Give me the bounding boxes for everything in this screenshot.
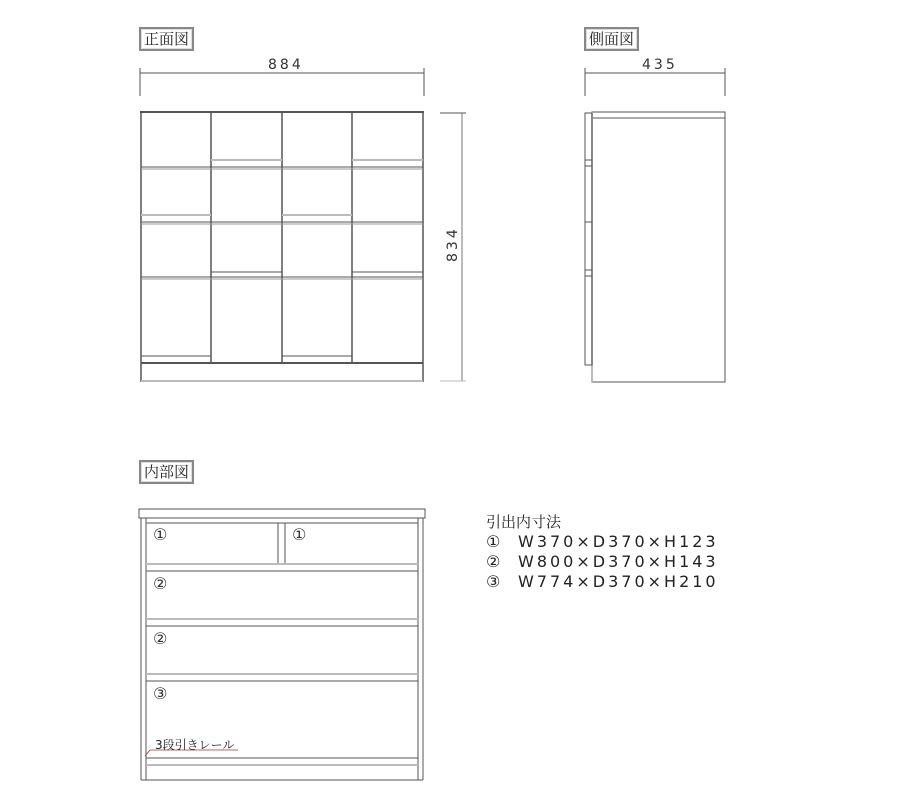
specs-title: 引出内寸法 xyxy=(486,513,562,531)
interior-view-label: 内部図 xyxy=(139,460,194,484)
front-width-dimension: 884 xyxy=(268,57,304,73)
spec-value: W370×D370×H123 xyxy=(518,532,719,551)
spec-row xyxy=(486,572,719,592)
side-depth-dimension: 435 xyxy=(642,57,678,73)
spec-row xyxy=(486,552,719,572)
spec-value: W774×D370×H210 xyxy=(518,572,719,591)
drawer-mark: ② xyxy=(153,574,168,593)
drawer-mark: ③ xyxy=(153,684,168,703)
spec-mark: ② xyxy=(486,552,501,571)
spec-row xyxy=(486,532,719,552)
drawer-specs xyxy=(486,512,719,592)
side-view-label: 側面図 xyxy=(584,27,639,51)
drawer-mark: ① xyxy=(292,525,307,544)
rail-note: 3段引きレール xyxy=(155,738,235,752)
spec-value: W800×D370×H143 xyxy=(518,552,719,571)
front-view-label: 正面図 xyxy=(139,27,194,51)
spec-mark: ③ xyxy=(486,572,501,591)
drawer-mark: ② xyxy=(153,629,168,648)
drawer-mark: ① xyxy=(153,525,168,544)
spec-mark: ① xyxy=(486,532,501,551)
front-height-dimension: 834 xyxy=(445,226,461,262)
